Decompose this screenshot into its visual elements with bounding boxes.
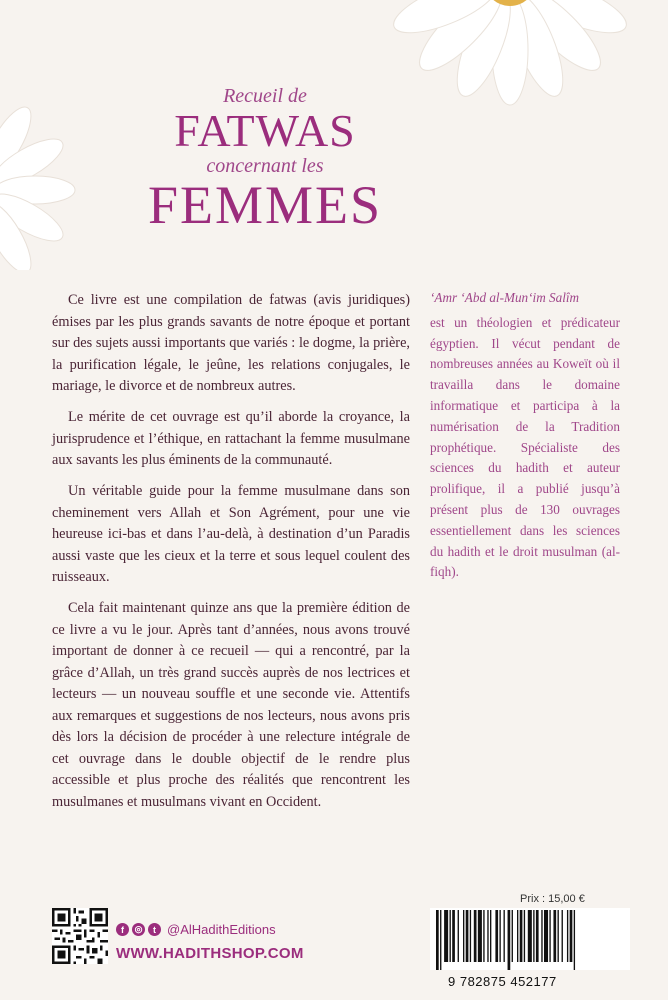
barcode-bar: [536, 910, 539, 962]
barcode-bar: [549, 910, 550, 962]
title-line-2: FATWAS: [174, 105, 356, 156]
barcode-bar: [570, 910, 573, 962]
description-paragraph: Un véritable guide pour la femme musulmane dans son cheminement vers Allah et Son Agrément, pour une vie heureuse ici-bas et dans l’au-delà, à destination d’un Paradis aussi vaste que les cieux et la terre et sous lequel coulent des ruisseaux.: [52, 483, 410, 585]
author-bio-text: est un théologien et prédicateur égyptien. Il vécut pendant de nombreuses années au Koweït où il travailla dans le domaine informatique et participa à la numérisation de la Tradition prophétique. Spécialiste des sciences du hadith et auteur prolifique, il a publié jusqu’à présent plus de 130 ouvrages essentiellement dans les sciences du hadith et le droit musulman (al-fiqh).: [430, 314, 620, 580]
barcode-bar: [474, 910, 477, 962]
description-paragraph: Cela fait maintenant quinze ans que la première édition de ce livre a vu le jour. Après tant d’années, nous avons trouvé important de donner à ce recueil — qui a rencontré, par la grâce d’Allah, un très grand succès auprès de nos lectrices et lecteurs — un nouveau souffle et une seconde vie. Attentifs aux remarques et suggestions de nos lecteurs, nous avons pris dès lors la décision de procéder à une relecture intégrale de cet ouvrage dans le double objectif de le rendre plus accessible et plus proche des réalités que rencontrent les musulmanes et musulmans vivant en Occident.: [52, 600, 410, 810]
facebook-icon[interactable]: f: [116, 923, 129, 936]
barcode-bar: [490, 910, 491, 962]
barcode-bar: [528, 910, 532, 962]
barcode-bar: [553, 910, 556, 962]
social-handle[interactable]: @AlHadithEditions: [167, 922, 276, 937]
barcode-bar: [512, 910, 513, 962]
barcode-bar: [470, 910, 471, 962]
title-line-1: Recueil de: [223, 85, 307, 107]
barcode-bar: [541, 910, 542, 962]
barcode-area: [430, 908, 630, 978]
barcode-bar: [524, 910, 525, 962]
title-line-3: concernant les: [206, 155, 324, 177]
barcode-bar: [444, 910, 448, 962]
book-title: [130, 85, 400, 233]
barcode-bar: [499, 910, 500, 962]
barcode-bar: [574, 910, 575, 970]
twitter-icon[interactable]: t: [148, 923, 161, 936]
daisy-flower-icon: [0, 70, 80, 270]
barcode-bar: [452, 910, 455, 962]
instagram-icon[interactable]: ◎: [132, 923, 145, 936]
barcode-bar: [483, 910, 484, 962]
author-name: ‘Amr ‘Abd al-Mun‘im Salîm: [430, 290, 580, 305]
barcode-icon: [430, 908, 630, 970]
isbn-number: 9 782875 452177: [448, 974, 557, 989]
barcode-bar: [463, 910, 464, 962]
barcode-bar: [450, 910, 451, 962]
barcode-bar: [533, 910, 534, 962]
website-link[interactable]: WWW.HADITHSHOP.COM: [116, 945, 304, 962]
price-label: Prix : 15,00 €: [520, 893, 585, 905]
description-paragraph: Ce livre est une compilation de fatwas (avis juridiques) émises par les plus grands savants de notre époque et portant sur des sujets aussi importants que variés : le dogme, la prière, la purification légale, le jeûne, les relations conjugales, le mariage, le divorce et de nombreux autres.: [52, 292, 410, 394]
barcode-bar: [487, 910, 488, 962]
barcode-bar: [466, 910, 469, 962]
qr-code-icon: [52, 908, 108, 964]
description-paragraph: Le mérite de cet ouvrage est qu’il aborde la croyance, la jurisprudence et l’éthique, en rattachant la femme musulmane aux savants les plus éminents de la communauté.: [52, 409, 410, 468]
barcode-bar: [495, 910, 498, 962]
barcode-bar: [544, 910, 548, 962]
barcode-bar: [520, 910, 523, 962]
barcode-bar: [504, 910, 505, 962]
barcode-bar: [517, 910, 518, 962]
social-handles: [116, 922, 276, 937]
barcode-bar: [567, 910, 568, 962]
barcode-bar: [562, 910, 563, 962]
barcode-bar: [508, 910, 511, 970]
barcode-bar: [558, 910, 559, 962]
title-line-4: FEMMES: [147, 175, 383, 235]
barcode-bar: [478, 910, 482, 962]
book-description: [52, 290, 410, 823]
barcode-bar: [436, 910, 439, 970]
author-bio: [430, 288, 620, 583]
barcode-bar: [458, 910, 459, 962]
barcode-bar: [440, 910, 441, 970]
